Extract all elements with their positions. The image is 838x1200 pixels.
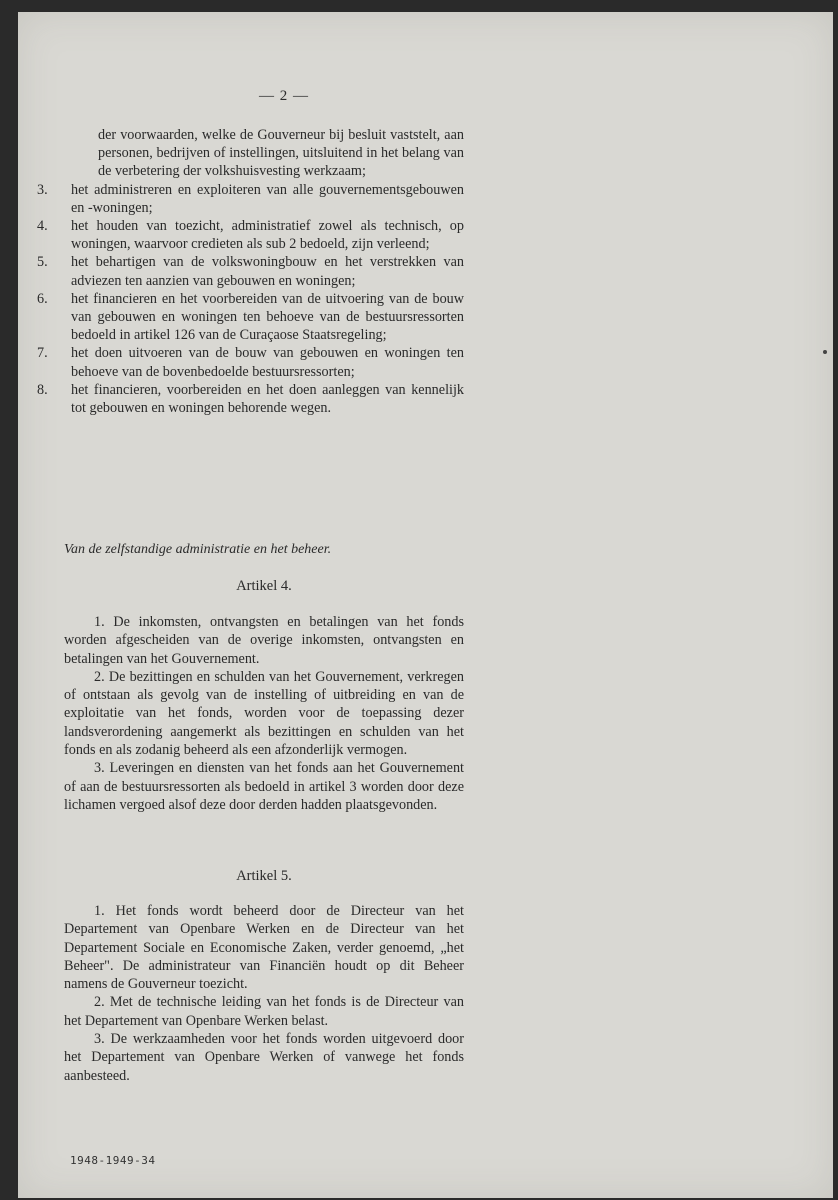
page-number: — 2 —: [259, 88, 309, 104]
paragraph: 1. Het fonds wordt beheerd door de Directeur van het Departement van Openbare Werken en de Directeur van het Departement Sociale en Economische Zaken, verder genoemd, „het Beheer". De administrateur van Financiën houdt op dit Beheer namens de Gouverneur toezicht.: [64, 903, 464, 993]
document-sheet: [18, 12, 833, 1198]
list-item-number: 4.: [37, 218, 48, 235]
list-item-number: 5.: [37, 254, 48, 271]
list-item-text: het administreren en exploiteren van alle gouvernementsgebouwen en -woningen;: [71, 181, 464, 216]
paragraph: 2. Met de technische leiding van het fonds is de Directeur van het Departement van Openbare Werken belast.: [64, 994, 464, 1029]
paragraph: 3. De werkzaamheden voor het fonds worden uitgevoerd door het Departement van Openbare Werken of vanwege het fonds aanbesteed.: [64, 1031, 464, 1084]
list-item-text: der voorwaarden, welke de Gouverneur bij besluit vaststelt, aan personen, bedrijven of instellingen, uitsluitend in het belang van de verbetering der volkshuisvesting werkzaam;: [98, 127, 464, 180]
list-item: [37, 290, 464, 345]
list-item-number: 6.: [37, 290, 48, 307]
archive-code: 1948-1949-34: [70, 1154, 156, 1167]
artikel-4-title: Artikel 4.: [236, 578, 292, 594]
paragraph: 3. Leveringen en diensten van het fonds aan het Gouvernement of aan de bestuursressorten als bedoeld in artikel 3 worden door deze lichamen vergoed alsof deze door derden hadden plaatsgevonden.: [64, 760, 464, 813]
list-item: [37, 344, 464, 380]
list-item: [64, 126, 464, 181]
paragraph: 1. De inkomsten, ontvangsten en betalingen van het fonds worden afgescheiden van de overige inkomsten, ontvangsten en betalingen van het Gouvernement.: [64, 614, 464, 667]
artikel-4-body: [64, 613, 464, 814]
list-item-number: 3.: [37, 181, 48, 198]
list-item: [37, 181, 464, 217]
artikel-5-title: Artikel 5.: [236, 868, 292, 884]
list-item: [37, 253, 464, 289]
list-item-text: het financieren, voorbereiden en het doen aanleggen van kennelijk tot gebouwen en woningen behorende wegen.: [71, 381, 464, 417]
list-item-text: het financieren en het voorbereiden van de uitvoering van de bouw van gebouwen en woningen ten behoeve van de bestuursressorten bedoeld in artikel 126 van de Curaçaose Staatsregeling;: [71, 290, 464, 344]
paragraph: 2. De bezittingen en schulden van het Gouvernement, verkregen of ontstaan als gevolg van de instelling of uitbreiding en van de exploitatie van het fonds, worden voor de toepassing dezer landsverordening aangemerkt als bezittingen en schulden van het fonds en als zodanig beheerd als een afzonderlijk vermogen.: [64, 668, 464, 759]
numbered-list: [37, 126, 464, 417]
list-item-text: het behartigen van de volkswoningbouw en het verstrekken van adviezen ten aanzien van gebouwen en woningen;: [71, 254, 464, 289]
list-item-number: 7.: [37, 345, 48, 362]
list-item: [37, 381, 464, 417]
list-item-text: het houden van toezicht, administratief zowel als technisch, op woningen, waarvoor credieten als sub 2 bedoeld, zijn verleend;: [71, 218, 464, 253]
section-heading: Van de zelfstandige administratie en het beheer.: [64, 542, 332, 557]
list-item-text: het doen uitvoeren van de bouw van gebouwen en woningen ten behoeve van de bovenbedoelde bestuursressorten;: [71, 345, 464, 380]
list-item-number: 8.: [37, 381, 48, 398]
artikel-5-body: [64, 902, 464, 1085]
paper-speck: [823, 350, 827, 354]
list-item: [37, 217, 464, 253]
